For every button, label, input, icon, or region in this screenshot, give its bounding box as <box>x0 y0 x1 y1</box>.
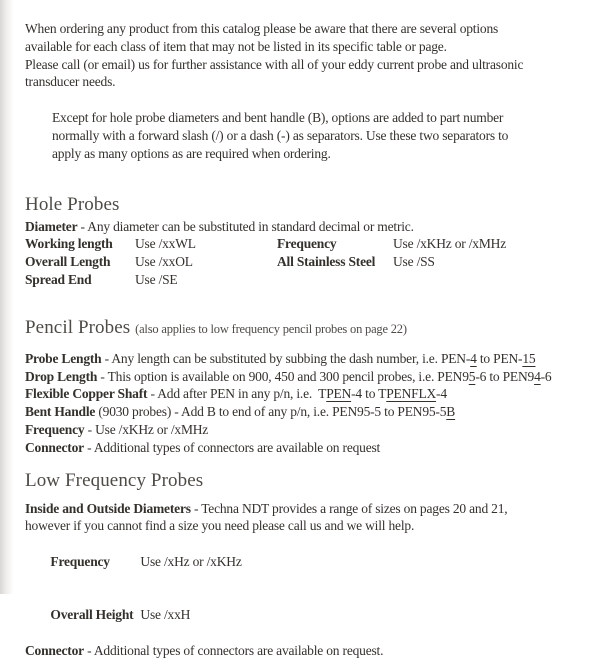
text-line: Except for hole probe diameters and bent handle (B), options are added to part number <box>52 110 504 126</box>
option-value: Use /xxWL <box>135 236 196 252</box>
table-row <box>25 253 592 271</box>
option-label: All Stainless Steel <box>277 254 376 270</box>
heading-text: Pencil Probes <box>25 316 131 338</box>
connector-line: Connector - Additional types of connectors are available on request <box>25 439 381 455</box>
option-value <box>393 271 592 289</box>
option-label: Overall Height <box>50 607 134 623</box>
text-line: normally with a forward slash (/) or a dash (-) as separators. Use these two separators to <box>52 127 509 143</box>
heading-note: (also applies to low frequency pencil probes on page 22) <box>135 321 407 336</box>
text-line: available for each class of item that may not be listed in its specific table or page. <box>25 38 447 54</box>
text-line: transducer needs. <box>25 74 116 90</box>
option-label: Frequency <box>50 553 110 569</box>
low-frequency-probes-heading: Low Frequency Probes <box>25 469 204 491</box>
intro-paragraph <box>25 20 592 91</box>
diameter-line: Diameter - Any diameter can be substituted in standard decimal or metric. <box>25 218 414 234</box>
option-value: Use /xHz or /xKHz <box>140 553 242 569</box>
diameters-line-continued: however if you cannot find a size you need please call us and we will help. <box>25 518 415 534</box>
option-label: Spread End <box>25 271 92 287</box>
connector-line: Connector - Additional types of connectors are available on request. <box>25 642 384 658</box>
frequency-row <box>25 535 592 588</box>
low-frequency-probes-section <box>25 500 592 660</box>
overall-height-row <box>25 589 592 642</box>
hole-probes-section <box>25 218 592 289</box>
pencil-probes-heading <box>25 317 592 340</box>
frequency-line: Frequency - Use /xKHz or /xMHz <box>25 421 209 437</box>
option-value: Use /xKHz or /xMHz <box>393 236 507 252</box>
option-label: Working length <box>25 236 113 252</box>
option-label: Overall Length <box>25 254 111 270</box>
pencil-probes-section <box>25 350 592 457</box>
option-label <box>277 271 393 289</box>
option-value: Use /SE <box>135 271 178 287</box>
drop-length-line: Drop Length - This option is available on 900, 450 and 300 pencil probes, i.e. PEN95-6 to PEN94-6 <box>25 368 552 384</box>
separator-note-paragraph <box>52 109 592 162</box>
table-row <box>25 271 592 289</box>
table-row <box>25 235 592 253</box>
hole-probes-heading: Hole Probes <box>25 193 120 215</box>
text-line: Please call (or email) us for further assistance with all of your eddy current probe and ultrasonic <box>25 56 524 72</box>
flexible-copper-shaft-line: Flexible Copper Shaft - Add after PEN in any p/n, i.e. TPEN-4 to TPENFLX-4 <box>25 386 447 402</box>
diameters-line: Inside and Outside Diameters - Techna NDT provides a range of sizes on pages 20 and 21, <box>25 500 508 516</box>
probe-length-line: Probe Length - Any length can be substituted by subbing the dash number, i.e. PEN-4 to PEN-15 <box>25 350 536 366</box>
option-value: Use /SS <box>393 254 435 270</box>
option-value: Use /xxH <box>140 607 191 623</box>
bent-handle-line: Bent Handle (9030 probes) - Add B to end of any p/n, i.e. PEN95-5 to PEN95-5B <box>25 404 456 420</box>
text-line: apply as many options as are required when ordering. <box>52 145 331 161</box>
hole-probes-options-table <box>25 235 592 288</box>
text-line: When ordering any product from this catalog please be aware that there are several options <box>25 21 499 36</box>
option-value: Use /xxOL <box>135 254 193 270</box>
option-label: Frequency <box>277 236 337 252</box>
